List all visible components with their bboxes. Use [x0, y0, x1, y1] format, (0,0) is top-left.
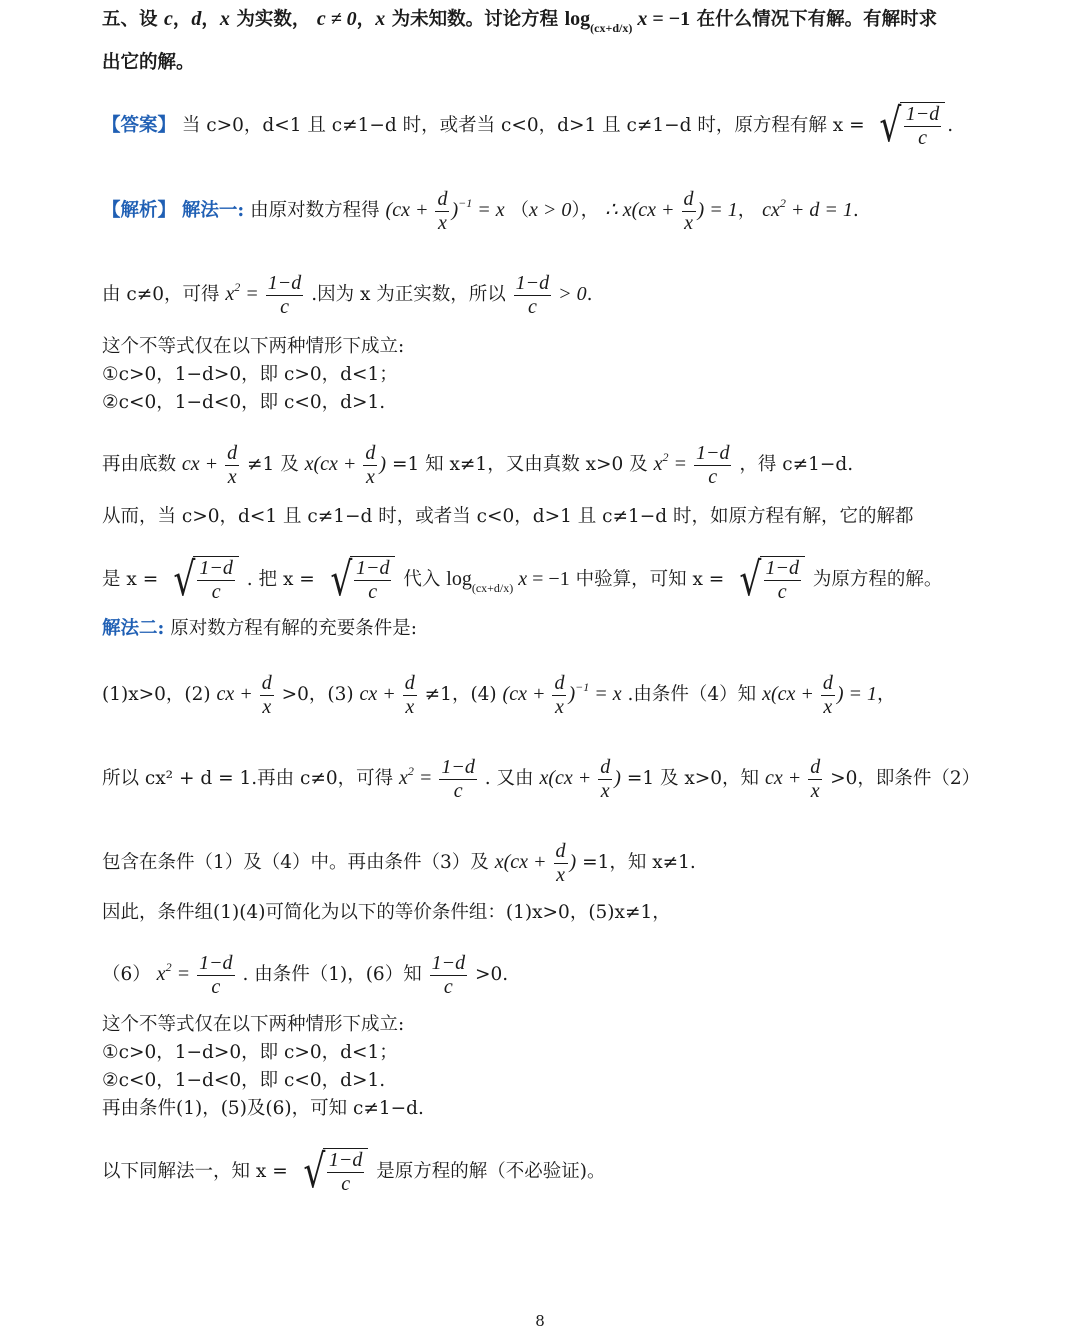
analysis-line-5: ②c<0，1−d<0，即 c<0，d>1. — [102, 392, 386, 413]
method1-label: 解法一: — [181, 200, 245, 222]
analysis-text: 代入 — [403, 569, 441, 590]
analysis-text: .因为 x 为正实数，所以 — [311, 284, 506, 306]
analysis-label: 【解析】 — [102, 200, 177, 222]
analysis-text: . 由条件（1)，(6）知 — [242, 964, 422, 986]
problem-text: 为未知数。讨论方程 — [391, 9, 559, 30]
method2-line-11: 以下同解法一，知 x = √ $\frac{1-d}{c}$ 是原方程的解（不必验证)。 — [102, 1144, 606, 1198]
problem-line-2: 出它的解。 — [102, 52, 195, 73]
analysis-text: 以下同解法一，知 x = — [102, 1161, 288, 1182]
method2-line-2: (1)x>0，(2) cx + $\frac{d}{x}$ >0，(3) cx + $\frac{d}{x}$ ≠1，(4) (cx + $\frac{d}{x}$ )$^{-1}$ = x .由条件（4）知 x(cx + $\frac{d}{x}$ ) = 1， — [102, 672, 896, 718]
analysis-text: (1)x>0，(2) — [102, 684, 211, 706]
page-number: 8 — [535, 1312, 545, 1330]
analysis-text: 是 x = — [102, 569, 159, 590]
analysis-text: 是原方程的解（不必验证)。 — [376, 1161, 606, 1182]
problem-text: 五、设 — [102, 9, 158, 30]
analysis-line-7: 从而，当 c>0，d<1 且 c≠1−d 时，或者当 c<0，d>1 且 c≠1−d 时，如原方程有解，它的解都 — [102, 506, 914, 527]
analysis-text: 为原方程的解。 — [812, 569, 943, 590]
method2-line-7: 这个不等式仅在以下两种情形下成立: — [102, 1014, 405, 1035]
analysis-text: . 把 x = — [246, 569, 315, 590]
analysis-text: =1，知 x≠1. — [582, 852, 696, 874]
analysis-text: 所以 cx² + d = 1.再由 c≠0，可得 — [102, 768, 394, 790]
analysis-line-1: 【解析】 解法一: 由原对数方程得 (cx + $\frac{d}{x}$ )$^{-1}$ = x （x > 0）， ∴ x(cx + $\frac{d}{x}$ ) = 1， $cx^2 + d = 1$. — [102, 188, 859, 234]
sqrt-expression: √ $\frac{1-d}{c}$ — [872, 102, 945, 150]
answer-text: 当 c>0，d<1 且 c≠1−d 时，或者当 c<0，d>1 且 c≠1−d 时，原方程有解 x = — [181, 115, 865, 136]
analysis-line-6: 再由底数 cx + $\frac{d}{x}$ ≠1 及 x(cx + $\frac{d}{x}$ ) =1 知 x≠1，又由真数 x>0 及 $x^2$ = $\frac{1-d}{c}$ ，得 c≠1−d. — [102, 442, 854, 488]
analysis-line-3: 这个不等式仅在以下两种情形下成立: — [102, 336, 405, 357]
answer-label: 【答案】 — [102, 115, 177, 136]
answer-line: 【答案】 当 c>0，d<1 且 c≠1−d 时，或者当 c<0，d>1 且 c≠1−d 时，原方程有解 x = √ $\frac{1-d}{c}$ . — [102, 98, 954, 152]
analysis-text: 由原对数方程得 — [250, 200, 380, 222]
analysis-text: 中验算，可知 x = — [575, 569, 725, 590]
method2-label: 解法二: — [102, 618, 165, 639]
analysis-text: ≠1 及 — [247, 454, 299, 476]
analysis-text: >0，即条件（2） — [830, 768, 981, 790]
method2-line-5: 因此，条件组(1)(4)可简化为以下的等价条件组：(1)x>0，(5)x≠1， — [102, 902, 671, 923]
method2-line-3: 所以 cx² + d = 1.再由 c≠0，可得 $x^2$ = $\frac{1-d}{c}$ . 又由 x(cx + $\frac{d}{x}$ ) =1 及 x>0，知 cx + $\frac{d}{x}$ >0，即条件（2） — [102, 756, 981, 802]
method2-line-8: ①c>0，1−d>0，即 c>0，d<1； — [102, 1042, 398, 1063]
analysis-text: 包含在条件（1）及（4）中。再由条件（3）及 — [102, 852, 489, 874]
analysis-text: .由条件（4）知 — [627, 684, 757, 706]
analysis-text: ≠1，(4) — [424, 684, 497, 706]
analysis-text: . 又由 — [484, 768, 534, 790]
method2-line-9: ②c<0，1−d<0，即 c<0，d>1. — [102, 1070, 386, 1091]
method2-line-10: 再由条件(1)，(5)及(6)，可知 c≠1−d. — [102, 1098, 424, 1119]
analysis-text: >0，(3) — [281, 684, 354, 706]
method2-line-4: 包含在条件（1）及（4）中。再由条件（3）及 x(cx + $\frac{d}{x}$ ) =1，知 x≠1. — [102, 840, 696, 886]
analysis-text: =1 知 x≠1，又由真数 x>0 及 — [391, 454, 648, 476]
problem-text: 在什么情况下有解。有解时求 — [696, 9, 938, 30]
analysis-text: =1 及 x>0，知 — [626, 768, 760, 790]
analysis-line-8: 是 x = √ $\frac{1-d}{c}$ . 把 x = √ $\frac{1-d}{c}$ 代入 $\log_{(cx+d/x)} x = -1$ 中验算，可知 x = √ $\frac{1-d}{c}$ 为原方程的解。 — [102, 552, 943, 606]
problem-line-1: 五、设 c，d，x 为实数， c ≠ 0，x 为未知数。讨论方程 $\log_{(cx+d/x)} x = -1$ 在什么情况下有解。有解时求 — [102, 8, 938, 35]
analysis-text: （6） — [102, 964, 151, 986]
analysis-text: ，得 c≠1−d. — [739, 454, 854, 476]
analysis-text: 由 c≠0，可得 — [102, 284, 220, 306]
analysis-line-2: 由 c≠0，可得 $x^2$ = $\frac{1-d}{c}$ .因为 x 为正实数，所以 $\frac{1-d}{c}$ > 0. — [102, 272, 593, 318]
analysis-text: >0. — [474, 964, 509, 986]
method2-line-1 — [102, 614, 1020, 644]
analysis-text: 再由底数 — [102, 454, 177, 476]
analysis-text: 原对数方程有解的充要条件是: — [170, 618, 417, 639]
analysis-line-4: ①c>0，1−d>0，即 c>0，d<1； — [102, 364, 398, 385]
method2-line-6: （6） $x^2$ = $\frac{1-d}{c}$ . 由条件（1)，(6）知 $\frac{1-d}{c}$ >0. — [102, 952, 509, 998]
problem-text: 为实数， — [236, 9, 311, 30]
